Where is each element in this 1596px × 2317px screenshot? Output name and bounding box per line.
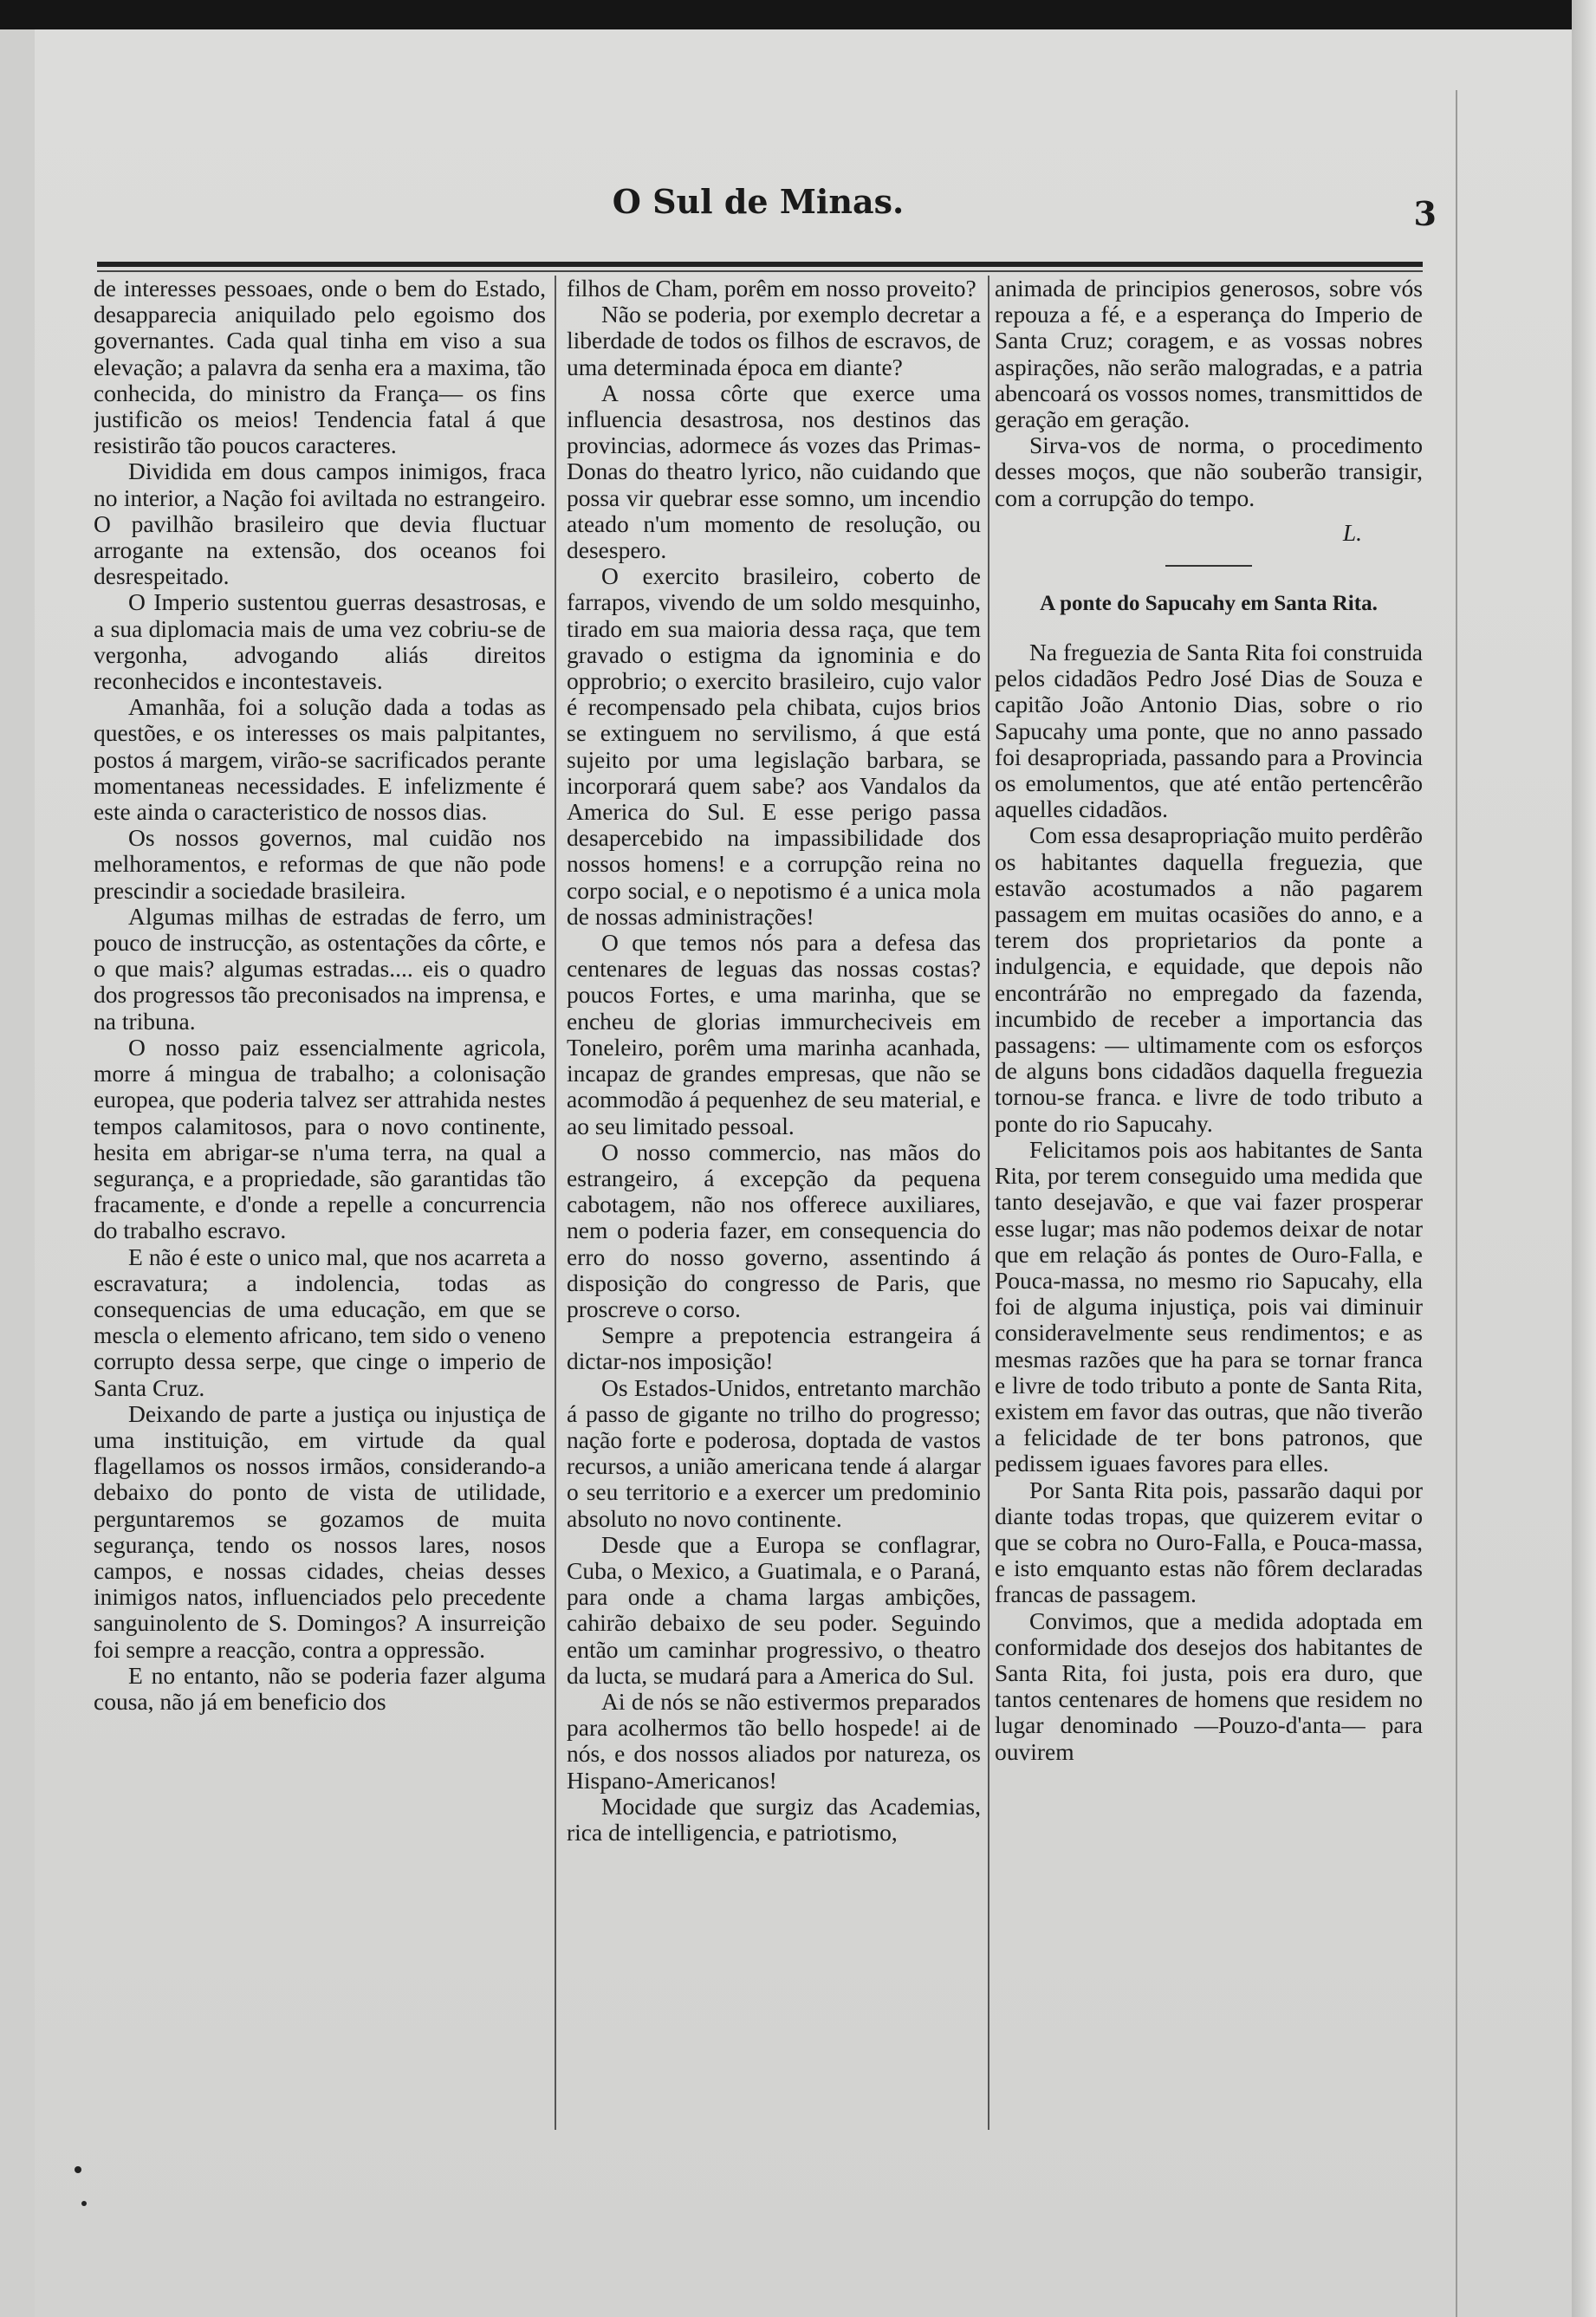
- ink-speck: [75, 2166, 81, 2173]
- col2-paragraph: O exercito brasileiro, coberto de farrapos, vivendo de um soldo mesquinho, tirado em sua maioria dessa raça, que tem gravado o estigma da ignominia e do opprobrio; o exercito brasileiro, cujo valor é recompensado pela chibata, cujos brios se extinguem no servilismo, á que está sujeito por uma legislação barbara, se incorporará quem sabe? aos Vandalos da America do Sul. E esse perigo passa desapercebido na impassibilidade dos nossos homens! e a corrupção reina no corpo social, e o nepotismo é a unica mola de nossas administrações!: [567, 562, 981, 930]
- col1-paragraph: E no entanto, não se poderia fazer alguma cousa, não já em beneficio dos: [94, 1661, 546, 1715]
- header-rule-thin: [97, 270, 1423, 272]
- col2-paragraph: Desde que a Europa se conflagrar, Cuba, o Mexico, a Guatimala, e o Paraná, para onde a chama largas ambições, cahirão debaixo de seu poder. Seguindo então um caminhar progressivo, o theatro da lucta, se mudará para a America do Sul.: [567, 1530, 981, 1689]
- col2-paragraph: Ai de nós se não estivermos preparados para acolhermos tão bello hospede! ai de nós, e dos nossos aliados por natureza, os Hispano-Americanos!: [567, 1687, 981, 1794]
- col2-paragraph: O que temos nós para a defesa das centenares de leguas das nossas costas? poucos Fortes, e uma marinha, que se encheu de glorias immurcheciveis em Toneleiro, porêm uma marinha acanhada, incapaz de grandes empresas, que não se acommodão á pequenhez de seu material, e ao seu limitado pessoal.: [567, 929, 981, 1139]
- page-number: 3: [1413, 194, 1437, 233]
- col3-paragraph: Com essa desapropriação muito perdêrão os habitantes daquella freguezia, que estavão acostumados a não pagarem passagem em muitas ocasiões do anno, e a terem dos proprietarios da ponte a indulgencia, e equidade, que depois não encontrárão no empregado da fazenda, incumbido de receber a importancia das passagens: — ultimamente com os esforços de alguns bons cidadãos daquella freguezia tornou-se franca. e livre de todo tributo a ponte do rio Sapucahy.: [995, 821, 1423, 1137]
- author-signature: L.: [1342, 518, 1362, 546]
- col3-paragraph: Por Santa Rita pois, passarão daqui por diante todas tropas, que quizerem evitar o que se cobra no Ouro-Falla, e Pouca-massa, e isto emquanto estas não fôrem declaradas francas de passagem.: [995, 1476, 1423, 1608]
- col1-paragraph: O nosso paiz essencialmente agricola, morre á mingua de trabalho; a colonisação europea, que poderia talvez ser attrahida nestes tempos calamitosos, para o novo continente, hesita em abrigar-se n'uma terra, na qual a segurança, e a propriedade, são garantidas tão fracamente, e d'onde a repelle a concurrencia do trabalho escravo.: [94, 1033, 546, 1244]
- page-frame-line: [1456, 90, 1457, 2317]
- col2-paragraph: A nossa côrte que exerce uma influencia desastrosa, nos destinos das provincias, adormece ás vozes das Primas-Donas do theatro lyrico, não cuidando que possa vir quebrar esse somno, um incendio ateado n'um momento de resolução, ou desespero.: [567, 379, 981, 564]
- scan-border-right: [1572, 0, 1596, 2317]
- column-divider-1: [555, 276, 556, 2130]
- ink-speck: [81, 2201, 87, 2206]
- page-header: [87, 156, 1437, 234]
- col1-paragraph: E não é este o unico mal, que nos acarreta a escravatura; a indolencia, todas as consequencias de uma educação, em que se mescla o elemento africano, tem sido o veneno corrupto dessa serpe, que cinge o imperio de Santa Cruz.: [94, 1243, 546, 1401]
- col2-paragraph: Não se poderia, por exemplo decretar a liberdade de todos os filhos de escravos, de uma determinada época em diante?: [567, 301, 981, 380]
- article-separator: [1165, 565, 1252, 567]
- col1-paragraph: O Imperio sustentou guerras desastrosas, e a sua diplomacia mais de uma vez cobriu-se de vergonha, advogando aliás direitos reconhecidos e incontestaveis.: [94, 588, 546, 695]
- col3-paragraph: Felicitamos pois aos habitantes de Santa Rita, por terem conseguido uma medida que tanto desejavão, e que vai fazer prosperar esse lugar; mas não podemos deixar de notar que em relação ás pontes de Ouro-Falla, e Pouca-massa, no mesmo rio Sapucahy, ella foi de alguma injustiça, pois vai diminuir consideravelmente seus rendimentos; e as mesmas razões que ha para se tornar franca e livre de todo tributo a ponte de Santa Rita, existem em favor das outras, que não tiverão a felicidade de ter bons patronos, que pedissem iguaes favores para elles.: [995, 1135, 1423, 1477]
- column-2: [567, 276, 981, 2130]
- col1-paragraph: Dividida em dous campos inimigos, fraca no interior, a Nação foi aviltada no estrangeiro. O pavilhão brasileiro que devia fluctuar arrogante na extensão, dos oceanos foi desrespeitado.: [94, 458, 546, 590]
- header-rule: [97, 262, 1423, 267]
- column-3: [995, 276, 1423, 2130]
- scan-border-top: [0, 0, 1596, 29]
- col2-paragraph: filhos de Cham, porêm em nosso proveito?: [567, 276, 976, 302]
- article-title: A ponte do Sapucahy em Santa Rita.: [1040, 592, 1378, 616]
- col2-paragraph: Mocidade que surgiz das Academias, rica de intelligencia, e patriotismo,: [567, 1792, 981, 1846]
- col2-paragraph: Sempre a prepotencia estrangeira á dictar-nos imposição!: [567, 1321, 981, 1375]
- column-divider-2: [988, 276, 989, 2130]
- col3-paragraph: Na freguezia de Santa Rita foi construida pelos cidadãos Pedro José Dias de Souza e capitão João Antonio Dias, sobre o rio Sapucahy uma ponte, que no anno passado foi desapropriada, passando para a Provincia os emolumentos, que até então pertencêrão aquelles cidadãos.: [995, 639, 1423, 823]
- col3-paragraph: Sirva-vos de norma, o procedimento desses moços, que não souberão transigir, com a corrupção do tempo.: [995, 432, 1423, 511]
- col1-paragraph: Algumas milhas de estradas de ferro, um pouco de instrucção, as ostentações da côrte, e o que mais? algumas estradas.... eis o quadro dos progressos tão preconisados na imprensa, e na tribuna.: [94, 902, 546, 1035]
- col1-paragraph: Amanhãa, foi a solução dada a todas as questões, e os interesses os mais palpitantes, postos á margem, virão-se sacrificados perante momentaneas necessidades. E infelizmente é este ainda o caracteristico de nossos dias.: [94, 693, 546, 826]
- masthead-title: O Sul de Minas.: [612, 182, 905, 221]
- col1-paragraph: de interesses pessoaes, onde o bem do Estado, desapparecia aniquilado pelo egoismo dos governantes. Cada qual tinha em viso a sua elevação; a palavra da senha era a maxima, tão conhecida, do ministro da França— os fins justificão os meios! Tendencia fatal á que resistirão tão poucos caracteres.: [94, 276, 546, 459]
- col3-paragraph: Convimos, que a medida adoptada em conformidade dos desejos dos habitantes de Santa Rita, foi justa, pois era duro, que tantos centenares de homens que residem no lugar denominado —Pouzo-d'anta— para ouvirem: [995, 1606, 1423, 1765]
- column-1: [94, 276, 546, 2130]
- col2-paragraph: Os Estados-Unidos, entretanto marchão á passo de gigante no trilho do progresso; nação forte e poderosa, doptada de vastos recursos, a união americana tende á alargar o seu territorio e a exercer um predominio absoluto no novo continente.: [567, 1373, 981, 1532]
- col1-paragraph: Os nossos governos, mal cuidão nos melhoramentos, e reformas de que não pode prescindir a sociedade brasileira.: [94, 824, 546, 904]
- col3-paragraph: animada de principios generosos, sobre vós repouza a fé, e a esperança do Imperio de Santa Cruz; coragem, e as vossas nobres aspirações, não serão malogradas, e a patria abencoará os vossos nomes, transmittidos de geração em geração.: [995, 276, 1423, 433]
- col2-paragraph: O nosso commercio, nas mãos do estrangeiro, á excepção da pequena cabotagem, não nos offerece auxiliares, nem o poderia fazer, em consequencia do erro do nosso governo, assentindo á disposição do congresso de Paris, que proscreve o corso.: [567, 1138, 981, 1322]
- col1-paragraph: Deixando de parte a justiça ou injustiça de uma instituição, em virtude da qual flagellamos os nossos irmãos, considerando-a debaixo do ponto de vista de utilidade, perguntaremos se gozamos de muita segurança, tendo os nossos lares, nosos campos, e nossas cidades, cheias desses inimigos natos, influenciados pelo precedente sanguinolento de S. Domingos? A insurreição foi sempre a reacção, contra a oppressão.: [94, 1399, 546, 1663]
